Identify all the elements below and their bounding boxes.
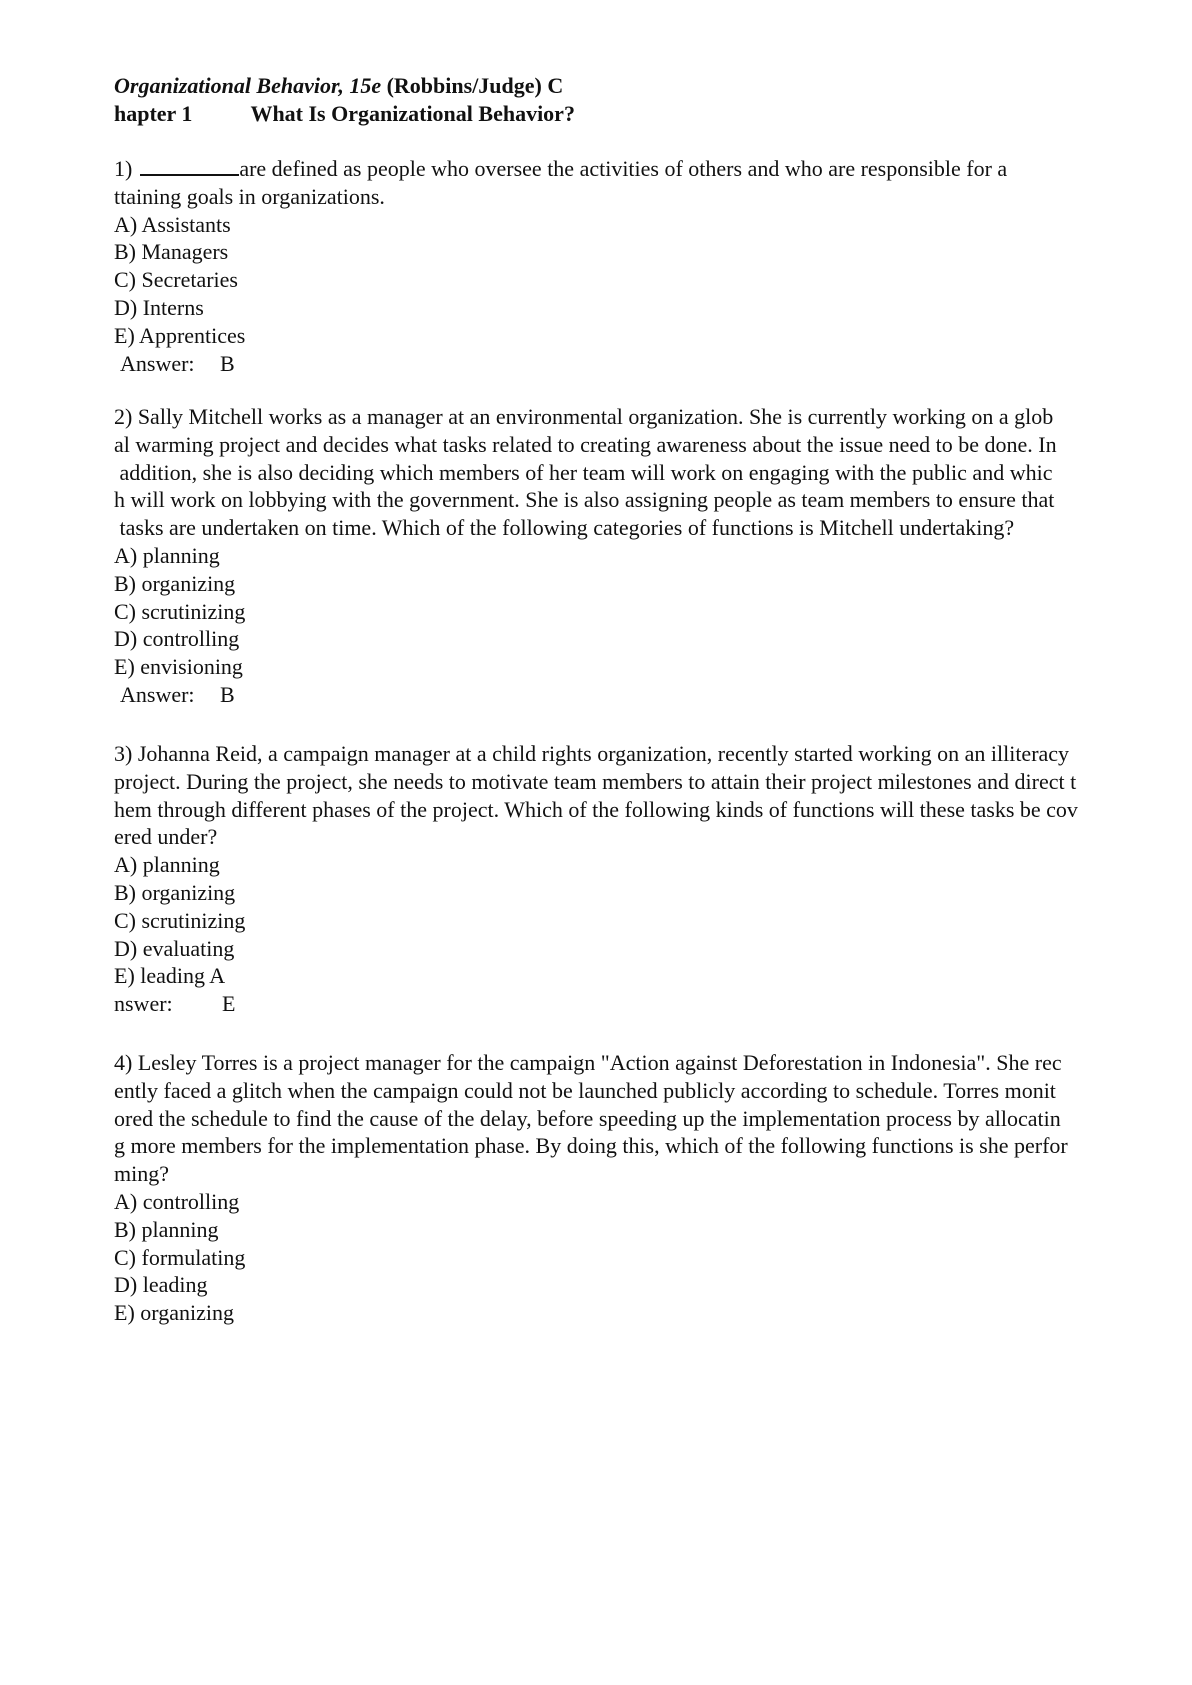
answer-option: B) planning (114, 1216, 219, 1242)
answer-option: C) formulating (114, 1244, 246, 1270)
answer-option: A) controlling (114, 1188, 240, 1214)
document-header-line-1 (114, 73, 563, 99)
answer-option: E) organizing (114, 1300, 234, 1326)
answer-option: D) leading (114, 1272, 208, 1298)
question-number: 1) (114, 156, 133, 181)
question-3 (114, 740, 1174, 1018)
question-line: h will work on lobbying with the government. She is also assigning people as team members to ensure that (114, 487, 1055, 513)
answer-option: C) Secretaries (114, 267, 238, 293)
answer-key (114, 681, 1174, 709)
answer-option: A) planning (114, 852, 220, 878)
answer-option: B) organizing (114, 879, 236, 905)
question-line: ered under? (114, 824, 218, 850)
book-title: Organizational Behavior, 15e (114, 73, 382, 98)
answer-key (114, 350, 1174, 378)
answer-option: D) controlling (114, 626, 240, 652)
question-line: al warming project and decides what tasks related to creating awareness about the issue need to be done. In (114, 431, 1057, 457)
question-line: ently faced a glitch when the campaign could not be launched publicly according to schedule. Torres monit (114, 1077, 1056, 1103)
answer-label: Answer: (120, 681, 195, 707)
answer-option: E) Apprentices (114, 322, 246, 348)
answer-option: D) Interns (114, 294, 204, 320)
answer-value: E (222, 991, 236, 1017)
answer-value: B (220, 350, 235, 376)
answer-option: B) organizing (114, 570, 236, 596)
answer-option: C) scrutinizing (114, 907, 246, 933)
question-line: project. During the project, she needs to motivate team members to attain their project milestones and direct t (114, 768, 1077, 794)
answer-option: E) leading A (114, 963, 226, 989)
question-4 (114, 1049, 1174, 1327)
answer-option: B) Managers (114, 239, 229, 265)
question-2 (114, 403, 1174, 709)
question-line: ttaining goals in organizations. (114, 183, 385, 209)
answer-label: nswer: (114, 991, 173, 1017)
question-line: 2) Sally Mitchell works as a manager at an environmental organization. She is currently working on a glob (114, 404, 1054, 429)
question-line (114, 155, 1174, 183)
question-text: are defined as people who oversee the activities of others and who are responsible for a (239, 156, 1008, 181)
chapter-label: hapter 1 (114, 101, 193, 126)
answer-key (114, 990, 1174, 1018)
question-line: addition, she is also deciding which members of her team will work on engaging with the public and whic (114, 459, 1053, 485)
answer-option: D) evaluating (114, 935, 235, 961)
book-authors: (Robbins/Judge) C (386, 73, 564, 98)
answer-option: A) Assistants (114, 211, 231, 237)
answer-value: B (220, 681, 235, 707)
fill-in-blank (140, 156, 239, 176)
answer-option: E) envisioning (114, 654, 243, 680)
answer-label: Answer: (120, 350, 195, 376)
question-line: 4) Lesley Torres is a project manager for the campaign "Action against Deforestation in Indonesia". She rec (114, 1050, 1062, 1075)
question-line: 3) Johanna Reid, a campaign manager at a child rights organization, recently started working on an illiteracy (114, 741, 1070, 766)
question-line: ored the schedule to find the cause of the delay, before speeding up the implementation process by allocatin (114, 1105, 1061, 1131)
chapter-title: What Is Organizational Behavior? (250, 101, 575, 126)
question-line: hem through different phases of the project. Which of the following kinds of functions will these tasks be cov (114, 796, 1078, 822)
question-line: tasks are undertaken on time. Which of the following categories of functions is Mitchell undertaking? (114, 515, 1015, 541)
answer-option: A) planning (114, 542, 220, 568)
document-header-line-2 (114, 101, 575, 127)
answer-option: C) scrutinizing (114, 598, 246, 624)
question-line: ming? (114, 1161, 169, 1187)
question-line: g more members for the implementation phase. By doing this, which of the following functions is she perfor (114, 1133, 1068, 1159)
question-1 (114, 155, 1174, 377)
